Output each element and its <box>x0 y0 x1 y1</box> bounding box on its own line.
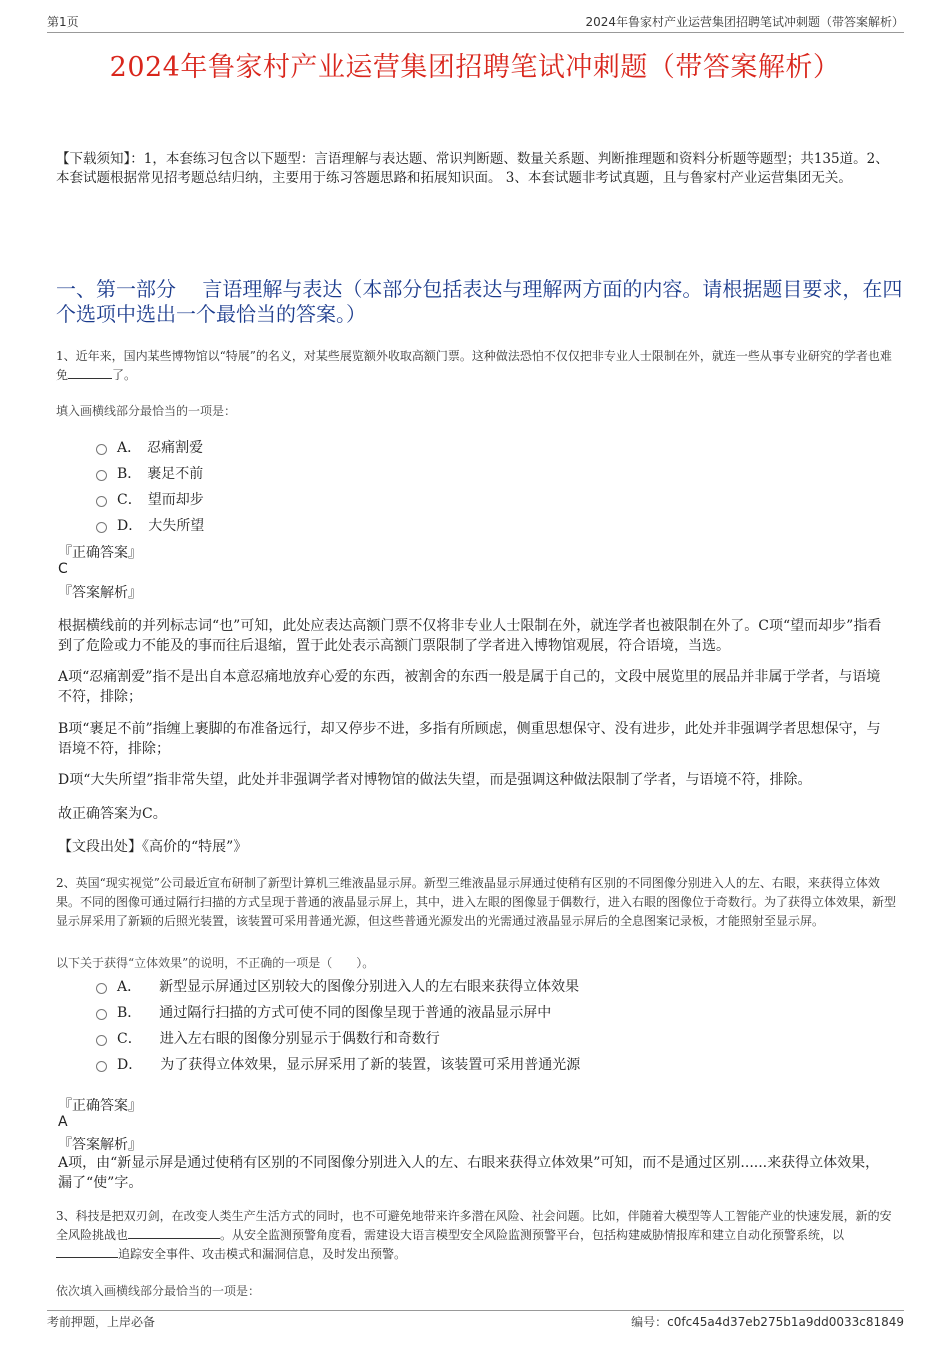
q2-analysis-label: 『答案解析』 <box>58 1137 142 1153</box>
blank-line <box>56 1245 118 1258</box>
q2-answer: A <box>58 1114 68 1130</box>
q2-analysis-paragraph: A项，由“新显示屏是通过使稍有区别的不同图像分别进入人的左、右眼来获得立体效果”可知，而不是通过区别......来获得立体效果，漏了“使”字。 <box>58 1155 880 1191</box>
q1-analysis-paragraph: B项“裹足不前”指缠上裹脚的布准备远行，却又停步不进，多指有所顾虑，侧重思想保守、没有进步，此处并非强调学者思想保守，与语境不符，排除； <box>58 721 881 757</box>
question-2-text: 2、英国“现实视觉”公司最近宣布研制了新型计算机三维液晶显示屏。新型三维液晶显示屏通过使稍有区别的不同图像分别进入人的左、右眼，来获得立体效果。不同的图像可通过隔行扫描的方式呈现于普通的液晶显示屏上，其中，进入左眼的图像显于偶数行，进入右眼的图像位于奇数行。为了获得立体效果，新型显示屏采用了新颖的后照光装置，该装置可采用普通光源，但这些普通光源发出的光需通过液晶显示屏后的全息图案记录板，才能照射至显示屏。 <box>56 876 897 928</box>
blank-line <box>68 366 112 379</box>
radio-icon[interactable] <box>96 1009 107 1020</box>
radio-icon[interactable] <box>96 522 107 533</box>
radio-icon[interactable] <box>96 983 107 994</box>
header-page-number: 第1页 <box>47 15 79 29</box>
question-3-text: 3、科技是把双刃剑，在改变人类生产生活方式的同时，也不可避免地带来许多潜在风险、社会问题。比如，伴随着大模型等人工智能产业的快速发展，新的安全风险挑战也 。从安全监测预警角度看，需建设大语言模型安全风险监测预警平台，包括构建威胁情报库和建立自动化预警系统，以追踪安全事件、攻击模式和漏洞信息，及时发出预警。 <box>56 1209 892 1261</box>
q1-analysis-paragraph: D项“大失所望”指非常失望，此处并非强调学者对博物馆的做法失望，而是强调这种做法限制了学者，与语境不符，排除。 <box>58 772 812 788</box>
q1-analysis-paragraph: A项“忍痛割爱”指不是出自本意忍痛地放弃心爱的东西，被割舍的东西一般是属于自己的，文段中展览里的展品并非属于学者，与语境不符，排除； <box>58 669 881 705</box>
page-title: 2024年鲁家村产业运营集团招聘笔试冲刺题（带答案解析） <box>109 52 841 83</box>
question-1-instruction: 填入画横线部分最恰当的一项是： <box>56 404 237 418</box>
header-doc-title: 2024年鲁家村产业运营集团招聘笔试冲刺题（带答案解析） <box>585 15 904 29</box>
q1-analysis-paragraph: 根据横线前的并列标志词“也”可知，此处应表达高额门票不仅将非专业人士限制在外，就连学者也被限制在外了。C项“望而却步”指看到了危险或力不能及的事而往后退缩，置于此处表示高额门票限制了学者进入博物馆观展，符合语境，当选。 <box>58 618 882 654</box>
radio-icon[interactable] <box>96 1035 107 1046</box>
q2-option-d[interactable]: D． 为了获得立体效果，显示屏采用了新的装置，该装置可采用普通光源 <box>96 1054 580 1074</box>
q1-option-c[interactable]: C． 望而却步 <box>96 489 204 509</box>
header-divider <box>47 32 904 33</box>
footer-divider <box>47 1310 904 1311</box>
q1-option-a[interactable]: A． 忍痛割爱 <box>96 437 203 457</box>
q1-analysis-conclusion: 故正确答案为C。 <box>58 806 167 822</box>
radio-icon[interactable] <box>96 496 107 507</box>
radio-icon[interactable] <box>96 444 107 455</box>
footer-doc-id: 编号：c0fc45a4d37eb275b1a9dd0033c81849 <box>631 1315 904 1329</box>
footer-slogan: 考前押题，上岸必备 <box>47 1315 156 1329</box>
question-2-instruction: 以下关于获得“立体效果”的说明，不正确的一项是（ ）。 <box>56 956 375 970</box>
section-title: 一、第一部分 言语理解与表达（本部分包括表达与理解两方面的内容。请根据题目要求，在四个选项中选出一个最恰当的答案。） <box>56 277 903 326</box>
q1-source: 【文段出处】《高价的“特展”》 <box>58 839 248 855</box>
q2-answer-label: 『正确答案』 <box>58 1098 142 1114</box>
q1-option-d[interactable]: D． 大失所望 <box>96 515 204 535</box>
download-notice: 【下载须知】：1，本套练习包含以下题型：言语理解与表达题、常识判断题、数量关系题、判断推理题和资料分析题等题型；共135道。2、本套试题根据常见招考题总结归纳，主要用于练习答题思路和拓展知识面。 3、本套试题非考试真题，且与鲁家村产业运营集团无关。 <box>56 151 889 186</box>
q1-answer: C <box>58 561 68 577</box>
q2-option-b[interactable]: B． 通过隔行扫描的方式可使不同的图像呈现于普通的液晶显示屏中 <box>96 1002 551 1022</box>
radio-icon[interactable] <box>96 470 107 481</box>
q1-analysis-label: 『答案解析』 <box>58 585 142 601</box>
q1-option-b[interactable]: B． 裹足不前 <box>96 463 203 483</box>
radio-icon[interactable] <box>96 1061 107 1072</box>
question-1-text: 1、近年来，国内某些博物馆以“特展”的名义，对某些展览额外收取高额门票。这种做法恐怕不仅仅把非专业人士限制在外，就连一些从事专业研究的学者也难免 了。 <box>56 349 892 382</box>
q2-option-a[interactable]: A． 新型显示屏通过区别较大的图像分别进入人的左右眼来获得立体效果 <box>96 976 579 996</box>
q2-option-c[interactable]: C． 进入左右眼的图像分别显示于偶数行和奇数行 <box>96 1028 440 1048</box>
blank-line <box>128 1226 220 1239</box>
q1-answer-label: 『正确答案』 <box>58 545 142 561</box>
question-3-instruction: 依次填入画横线部分最恰当的一项是： <box>56 1284 261 1298</box>
